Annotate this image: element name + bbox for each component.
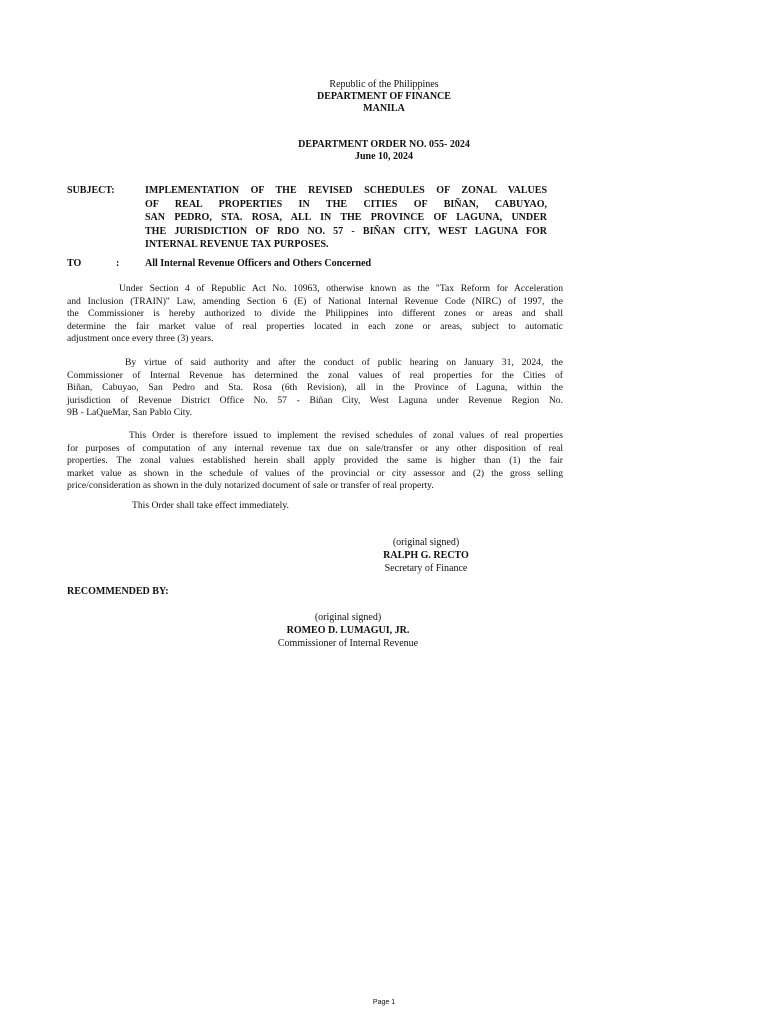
- subject-line: OF REAL PROPERTIES IN THE CITIES OF BIÑAN, CABUYAO,: [145, 198, 547, 210]
- paragraph-line: This Order is therefore issued to implement the revised schedules of zonal values of real properties: [129, 430, 563, 441]
- paragraph-2: [67, 357, 563, 420]
- subject-line: SAN PEDRO, STA. ROSA, ALL IN THE PROVINCE OF LAGUNA, UNDER: [145, 212, 547, 223]
- paragraph-line: Biñan, Cabuyao, San Pedro and Sta. Rosa (6th Revision), all in the Province of Laguna, within the: [67, 382, 563, 394]
- paragraph-line: for purposes of computation of any internal revenue tax due on sale/transfer or any other disposition of real: [67, 442, 563, 454]
- to-recipients: All Internal Revenue Officers and Others Concerned: [145, 258, 372, 269]
- paragraph-line: Under Section 4 of Republic Act No. 10963, otherwise known as the "Tax Reform for Acceleration: [119, 283, 563, 294]
- signatory-name: RALPH G. RECTO: [383, 550, 469, 561]
- header-department: DEPARTMENT OF FINANCE: [317, 91, 451, 102]
- header-city: MANILA: [363, 103, 405, 114]
- paragraph-line: By virtue of said authority and after the conduct of public hearing on January 31, 2024, the: [125, 357, 563, 368]
- subject-label: SUBJECT:: [67, 185, 115, 196]
- paragraph-line: market value as shown in the schedule of values of the provincial or city assessor and (2) the gross selling: [67, 467, 563, 479]
- to-colon: :: [116, 258, 120, 269]
- paragraph-line: the Commissioner is hereby authorized to divide the Philippines into different zones or areas and shall: [67, 308, 563, 320]
- to-label: TO: [67, 258, 82, 269]
- effectivity-clause: This Order shall take effect immediately.: [132, 500, 289, 511]
- recommender-name: ROMEO D. LUMAGUI, JR.: [286, 625, 410, 636]
- page-number: Page 1: [372, 999, 396, 1006]
- order-number: DEPARTMENT ORDER NO. 055- 2024: [298, 139, 470, 150]
- paragraph-1: [67, 283, 563, 346]
- subject-line: IMPLEMENTATION OF THE REVISED SCHEDULES OF ZONAL VALUES: [145, 185, 547, 196]
- paragraph-3: [67, 430, 563, 493]
- paragraph-line: adjustment once every three (3) years.: [67, 333, 214, 345]
- signatory-title: Secretary of Finance: [384, 563, 468, 574]
- signature-status: (original signed): [392, 537, 460, 548]
- header-republic: Republic of the Philippines: [329, 79, 439, 90]
- paragraph-line: jurisdiction of Revenue District Office No. 57 - Biñan City, West Laguna under Revenue Region No.: [67, 394, 563, 406]
- order-date: June 10, 2024: [354, 151, 414, 162]
- subject-line: INTERNAL REVENUE TAX PURPOSES.: [145, 239, 329, 250]
- signature-block-commissioner: [268, 611, 428, 650]
- recommended-by-label: RECOMMENDED BY:: [67, 586, 169, 597]
- paragraph-line: properties. The zonal values established herein shall apply provided the same is higher than (1) the fair: [67, 455, 563, 467]
- paragraph-line: price/consideration as shown in the duly notarized document of sale or transfer of real property.: [67, 480, 434, 492]
- subject-line: THE JURISDICTION OF RDO NO. 57 - BIÑAN CITY, WEST LAGUNA FOR: [145, 225, 547, 237]
- recommender-status: (original signed): [314, 612, 382, 623]
- paragraph-line: Commissioner of Internal Revenue has determined the zonal values of real properties for the Cities of: [67, 369, 563, 381]
- paragraph-line: and Inclusion (TRAIN)" Law, amending Section 6 (E) of National Internal Revenue Code (NIRC) of 1997, the: [67, 295, 563, 307]
- paragraph-line: determine the fair market value of real properties located in each zone or areas, subject to automatic: [67, 320, 563, 332]
- subject-text: [145, 184, 547, 252]
- recommender-title: Commissioner of Internal Revenue: [277, 638, 419, 649]
- signature-block-secretary: [346, 536, 506, 575]
- paragraph-line: 9B - LaQueMar, San Pablo City.: [67, 407, 193, 419]
